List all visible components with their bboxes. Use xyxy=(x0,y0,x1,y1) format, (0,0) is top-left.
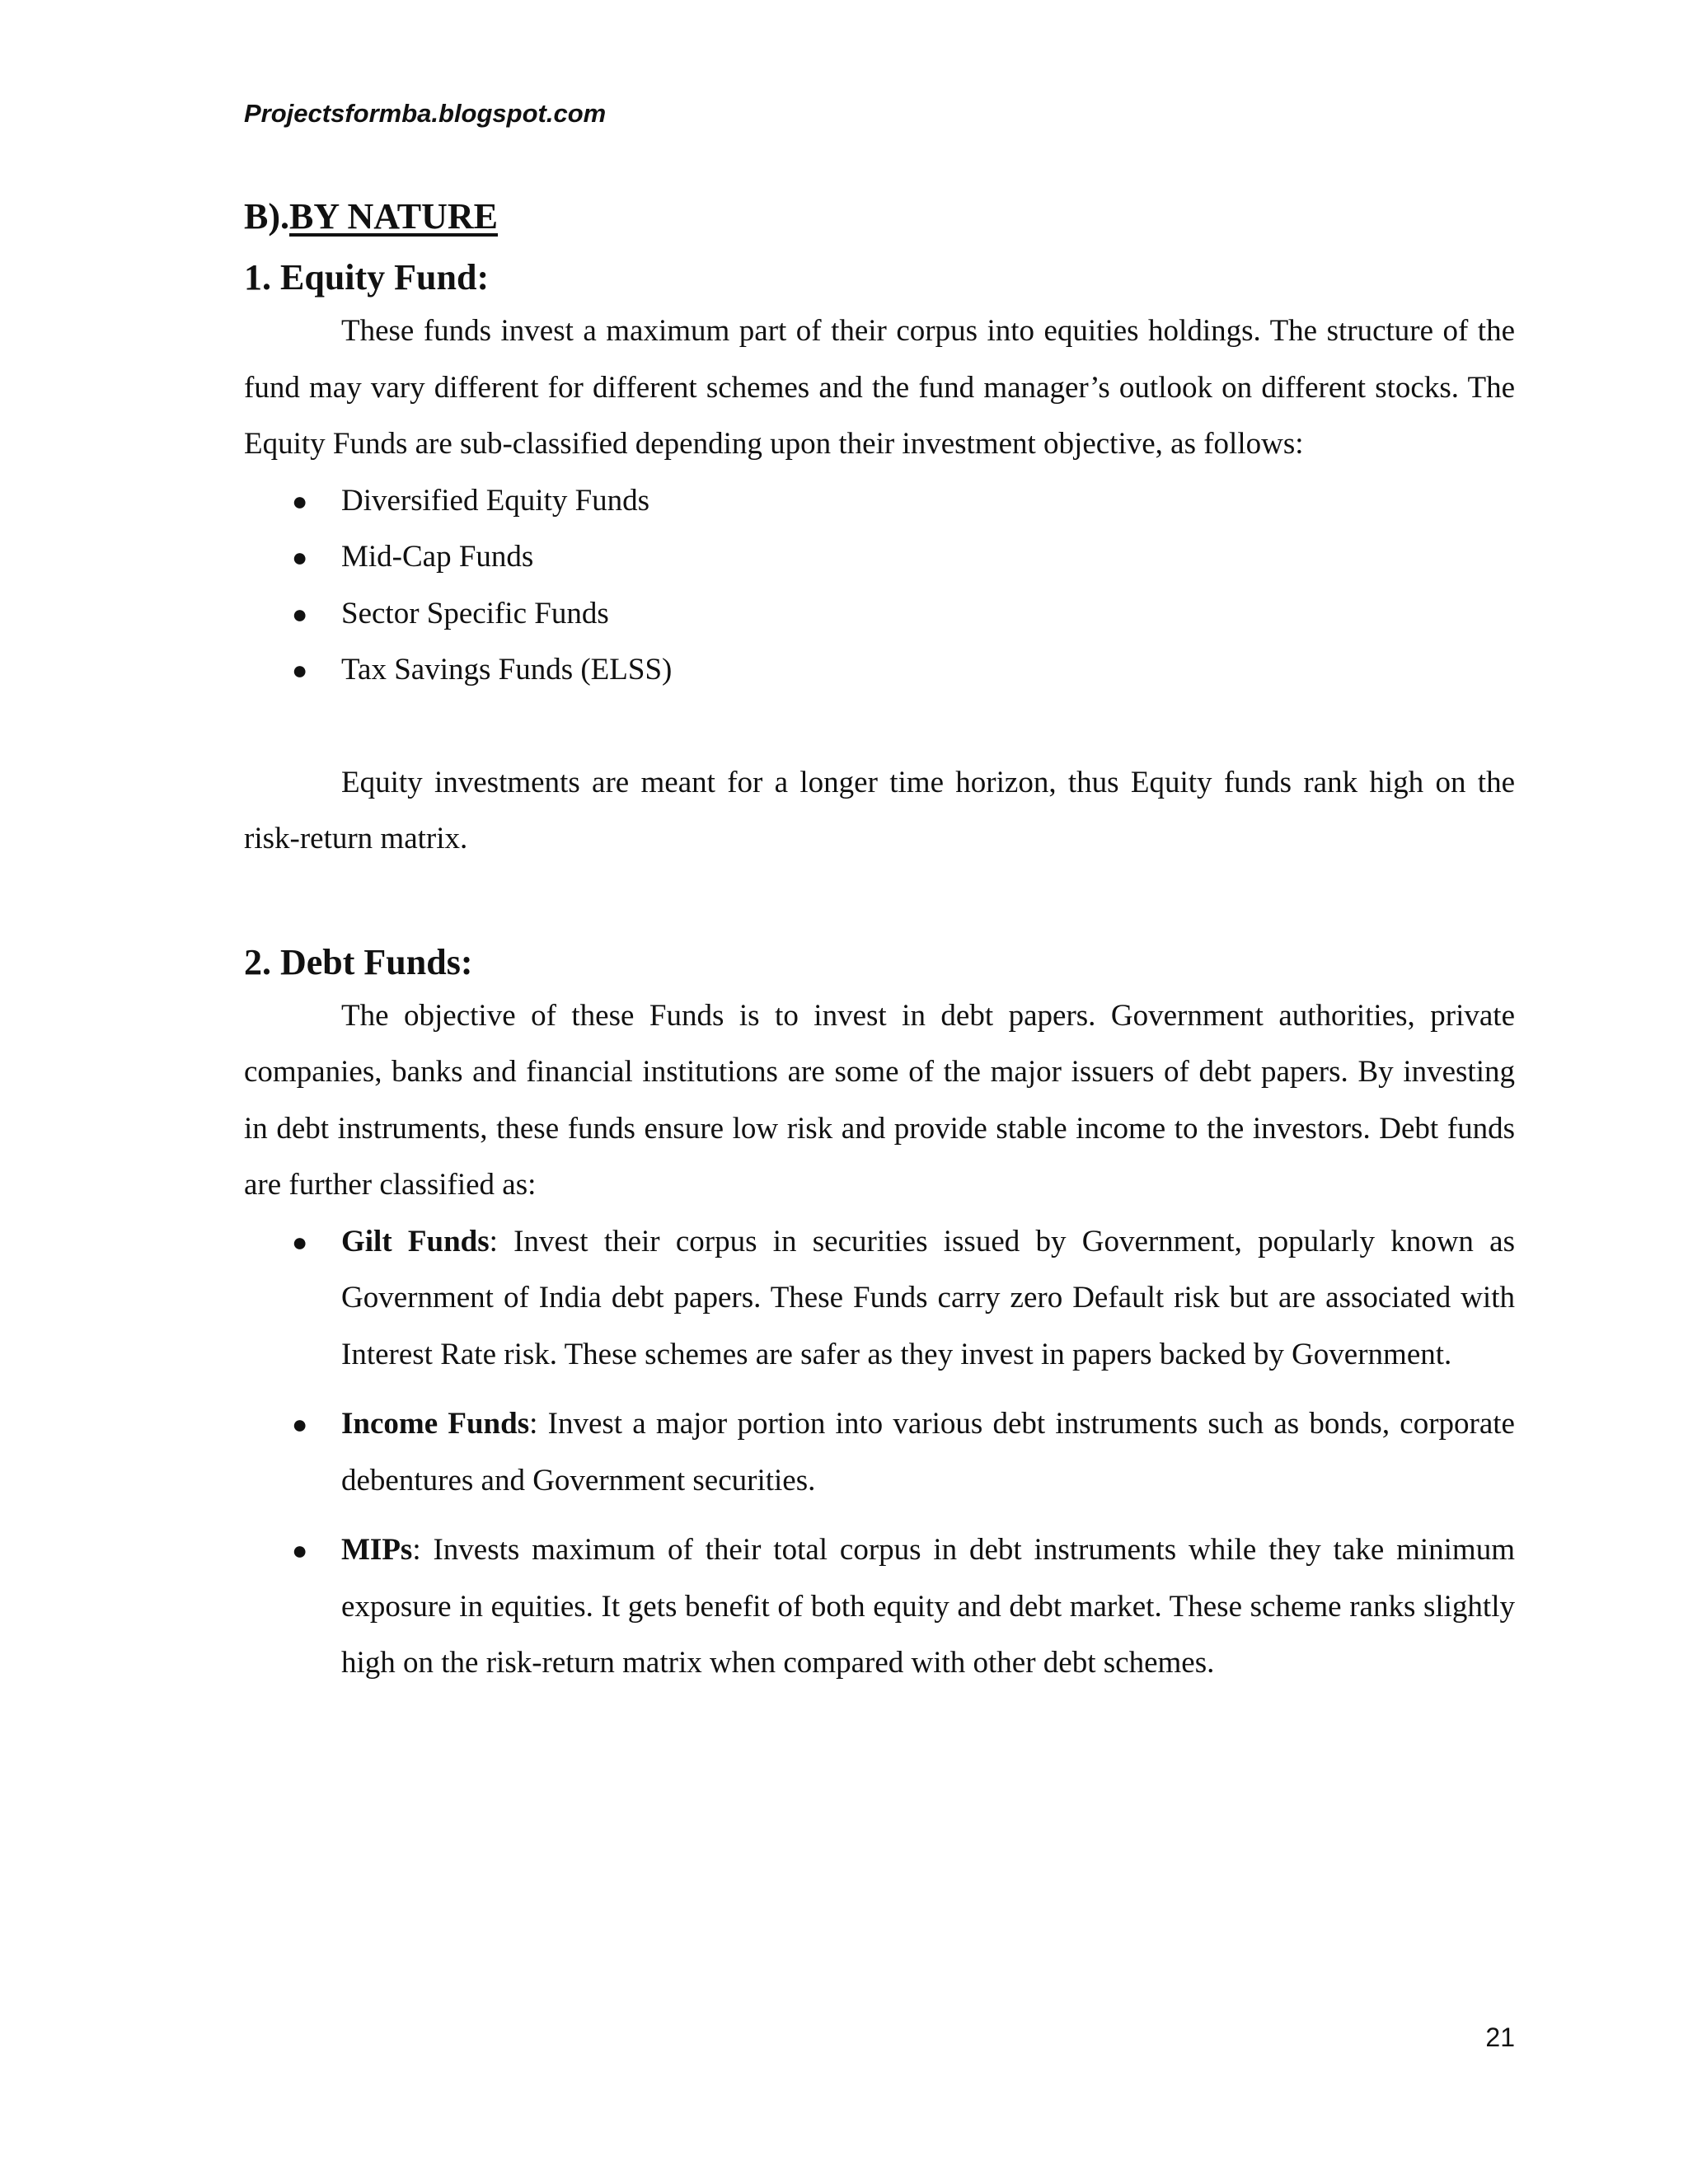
equity-fund-list xyxy=(244,473,1515,699)
list-item xyxy=(244,473,1515,530)
list-item-text: Sector Specific Funds xyxy=(341,596,609,630)
section-title xyxy=(244,191,1515,242)
income-funds-term: Income Funds xyxy=(341,1407,530,1441)
list-item xyxy=(244,1214,1515,1384)
list-item xyxy=(244,586,1515,643)
income-funds-description: : Invest a major portion into various debt instruments such as bonds, corporate debentures and Government securities. xyxy=(341,1407,1515,1497)
bullet-icon: ● xyxy=(292,542,308,572)
bullet-icon: ● xyxy=(292,1226,308,1257)
list-item xyxy=(244,1522,1515,1692)
list-item-text: Tax Savings Funds (ELSS) xyxy=(341,653,673,687)
list-item xyxy=(244,1396,1515,1509)
list-item-text: Diversified Equity Funds xyxy=(341,483,650,518)
debt-fund-list xyxy=(244,1214,1515,1692)
equity-heading: 1. Equity Fund: xyxy=(244,257,490,298)
list-item-text: Mid-Cap Funds xyxy=(341,540,534,574)
bullet-icon: ● xyxy=(292,655,308,685)
mips-term: MIPs xyxy=(341,1533,413,1567)
bullet-icon: ● xyxy=(292,1535,308,1565)
section-prefix: B). xyxy=(244,196,289,237)
bullet-icon: ● xyxy=(292,598,308,629)
spacer xyxy=(244,699,1515,755)
list-item xyxy=(244,642,1515,699)
spacer xyxy=(244,868,1515,927)
header-site-link: Projectsformba.blogspot.com xyxy=(244,99,607,128)
mips-description: : Invests maximum of their total corpus in debt instruments while they take minimum exposure in equities. It gets benefit of both equity and debt market. These scheme ranks slightly high on the risk-return matrix when compared with other debt schemes. xyxy=(341,1533,1515,1680)
equity-closing-paragraph: Equity investments are meant for a longer time horizon, thus Equity funds rank high on the risk-return matrix. xyxy=(244,765,1515,855)
list-item xyxy=(244,529,1515,586)
debt-intro-paragraph: The objective of these Funds is to invest in debt papers. Government authorities, private companies, banks and financial institutions are some of the major issuers of debt papers. By investing in debt instruments, these funds ensure low risk and provide stable income to the investors. Debt funds are further classified as: xyxy=(244,998,1515,1202)
debt-heading: 2. Debt Funds: xyxy=(244,941,473,982)
gilt-funds-description: : Invest their corpus in securities issued by Government, popularly known as Government of India debt papers. These Funds carry zero Default risk but are associated with Interest Rate risk. These schemes are safer as they invest in papers backed by Government. xyxy=(341,1224,1515,1371)
gilt-funds-term: Gilt Funds xyxy=(341,1224,490,1258)
bullet-icon: ● xyxy=(292,485,308,516)
section-title-text: BY NATURE xyxy=(289,196,499,237)
page-number: 21 xyxy=(1485,2022,1515,2052)
bullet-icon: ● xyxy=(292,1409,308,1439)
page-content xyxy=(244,191,1515,1705)
equity-intro-paragraph: These funds invest a maximum part of their corpus into equities holdings. The structure of the fund may vary different for different schemes and the fund manager’s outlook on different stocks. The Equity Funds are sub-classified depending upon their investment objective, as follows: xyxy=(244,314,1515,461)
